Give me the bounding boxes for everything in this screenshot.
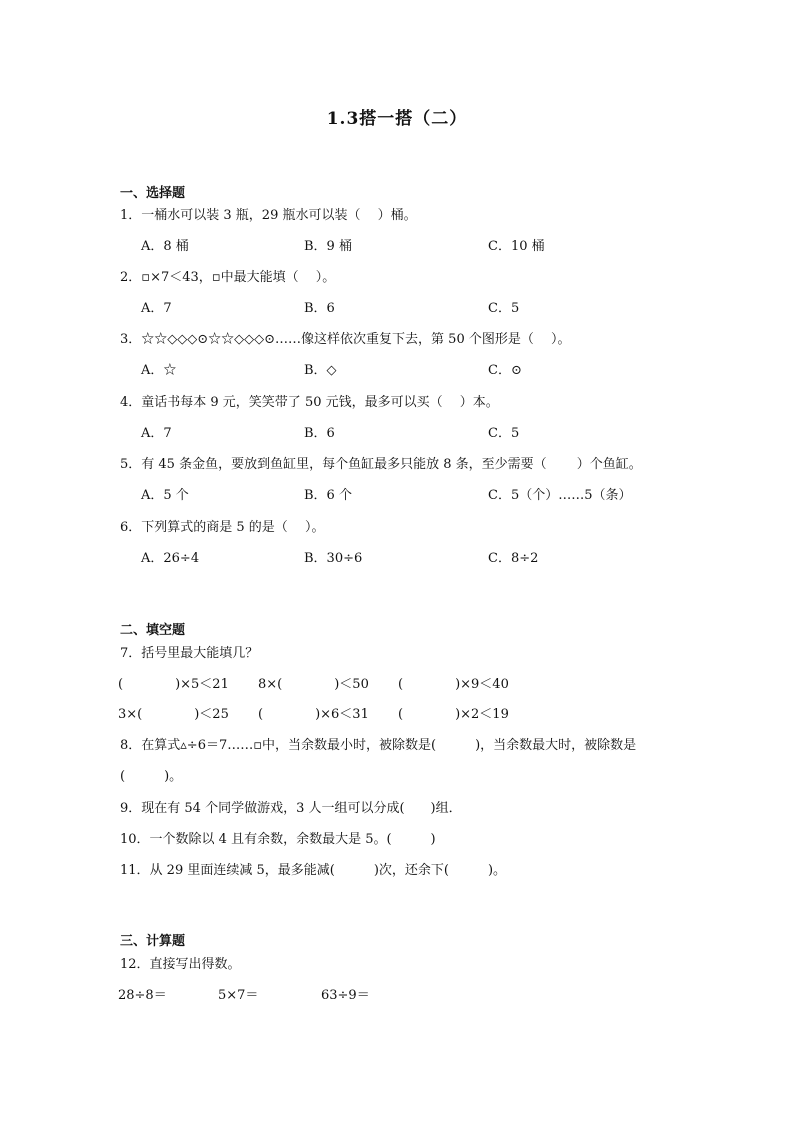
q12-expr-2: 5×7＝ (218, 988, 259, 1003)
question-6: 6．下列算式的商是 5 的是（ ）。 (120, 520, 325, 535)
question-11: 11．从 29 里面连续减 5，最多能减( )次，还余下( )。 (120, 863, 507, 878)
q7-row2-item2: ( )×6＜31 (258, 707, 369, 722)
q3-option-a: A．☆ (141, 363, 177, 378)
q5-option-c: C．5（个）……5（条） (488, 488, 632, 503)
section-choice-heading: 一、选择题 (120, 186, 186, 201)
q1-option-c: C．10 桶 (488, 239, 545, 254)
q7-row1-item1: ( )×5＜21 (118, 677, 229, 692)
q1-option-b: B．9 桶 (304, 239, 352, 254)
question-8-line1: 8．在算式▵÷6＝7……▫中，当余数最小时，被除数是( )，当余数最大时，被除数是 (120, 738, 637, 753)
question-5: 5．有 45 条金鱼，要放到鱼缸里，每个鱼缸最多只能放 8 条，至少需要（ ）个鱼缸。 (120, 457, 642, 472)
q6-option-b: B．30÷6 (304, 551, 363, 566)
question-8-line2: ( )。 (120, 769, 183, 784)
q4-option-b: B．6 (304, 426, 335, 441)
q12-expr-1: 28÷8＝ (118, 988, 167, 1003)
q1-option-a: A．8 桶 (141, 239, 189, 254)
q2-option-b: B．6 (304, 301, 335, 316)
question-1: 1．一桶水可以装 3 瓶，29 瓶水可以装（ ）桶。 (120, 208, 417, 223)
question-9: 9．现在有 54 个同学做游戏，3 人一组可以分成( )组． (120, 801, 462, 816)
q3-option-c: C．⊙ (488, 363, 522, 378)
q4-option-a: A．7 (141, 426, 172, 441)
q4-option-c: C．5 (488, 426, 520, 441)
question-3: 3．☆☆◇◇◇⊙☆☆◇◇◇⊙……像这样依次重复下去，第 50 个图形是（ ）。 (120, 332, 571, 347)
q5-option-a: A．5 个 (141, 488, 189, 503)
q3-option-b: B．◇ (304, 363, 337, 378)
q7-row2-item1: 3×( )＜25 (118, 707, 229, 722)
q6-option-c: C．8÷2 (488, 551, 539, 566)
question-10: 10．一个数除以 4 且有余数，余数最大是 5。( ) (120, 832, 436, 847)
section-calc-heading: 三、计算题 (120, 934, 186, 949)
question-2: 2．▫×7＜43，▫中最大能填（ ）。 (120, 270, 336, 285)
q2-option-c: C．5 (488, 301, 520, 316)
question-12: 12．直接写出得数。 (120, 957, 241, 972)
q2-option-a: A．7 (141, 301, 172, 316)
q7-row1-item3: ( )×9＜40 (398, 677, 509, 692)
q6-option-a: A．26÷4 (141, 551, 200, 566)
q5-option-b: B．6 个 (304, 488, 352, 503)
page-title: 1.3搭一搭（二） (326, 109, 468, 129)
q7-row1-item2: 8×( )＜50 (258, 677, 369, 692)
section-fill-heading: 二、填空题 (120, 623, 186, 638)
question-7: 7．括号里最大能填几？ (120, 646, 259, 661)
q12-expr-3: 63÷9＝ (321, 988, 370, 1003)
q7-row2-item3: ( )×2＜19 (398, 707, 509, 722)
question-4: 4．童话书每本 9 元，笑笑带了 50 元钱，最多可以买（ ）本。 (120, 395, 499, 410)
